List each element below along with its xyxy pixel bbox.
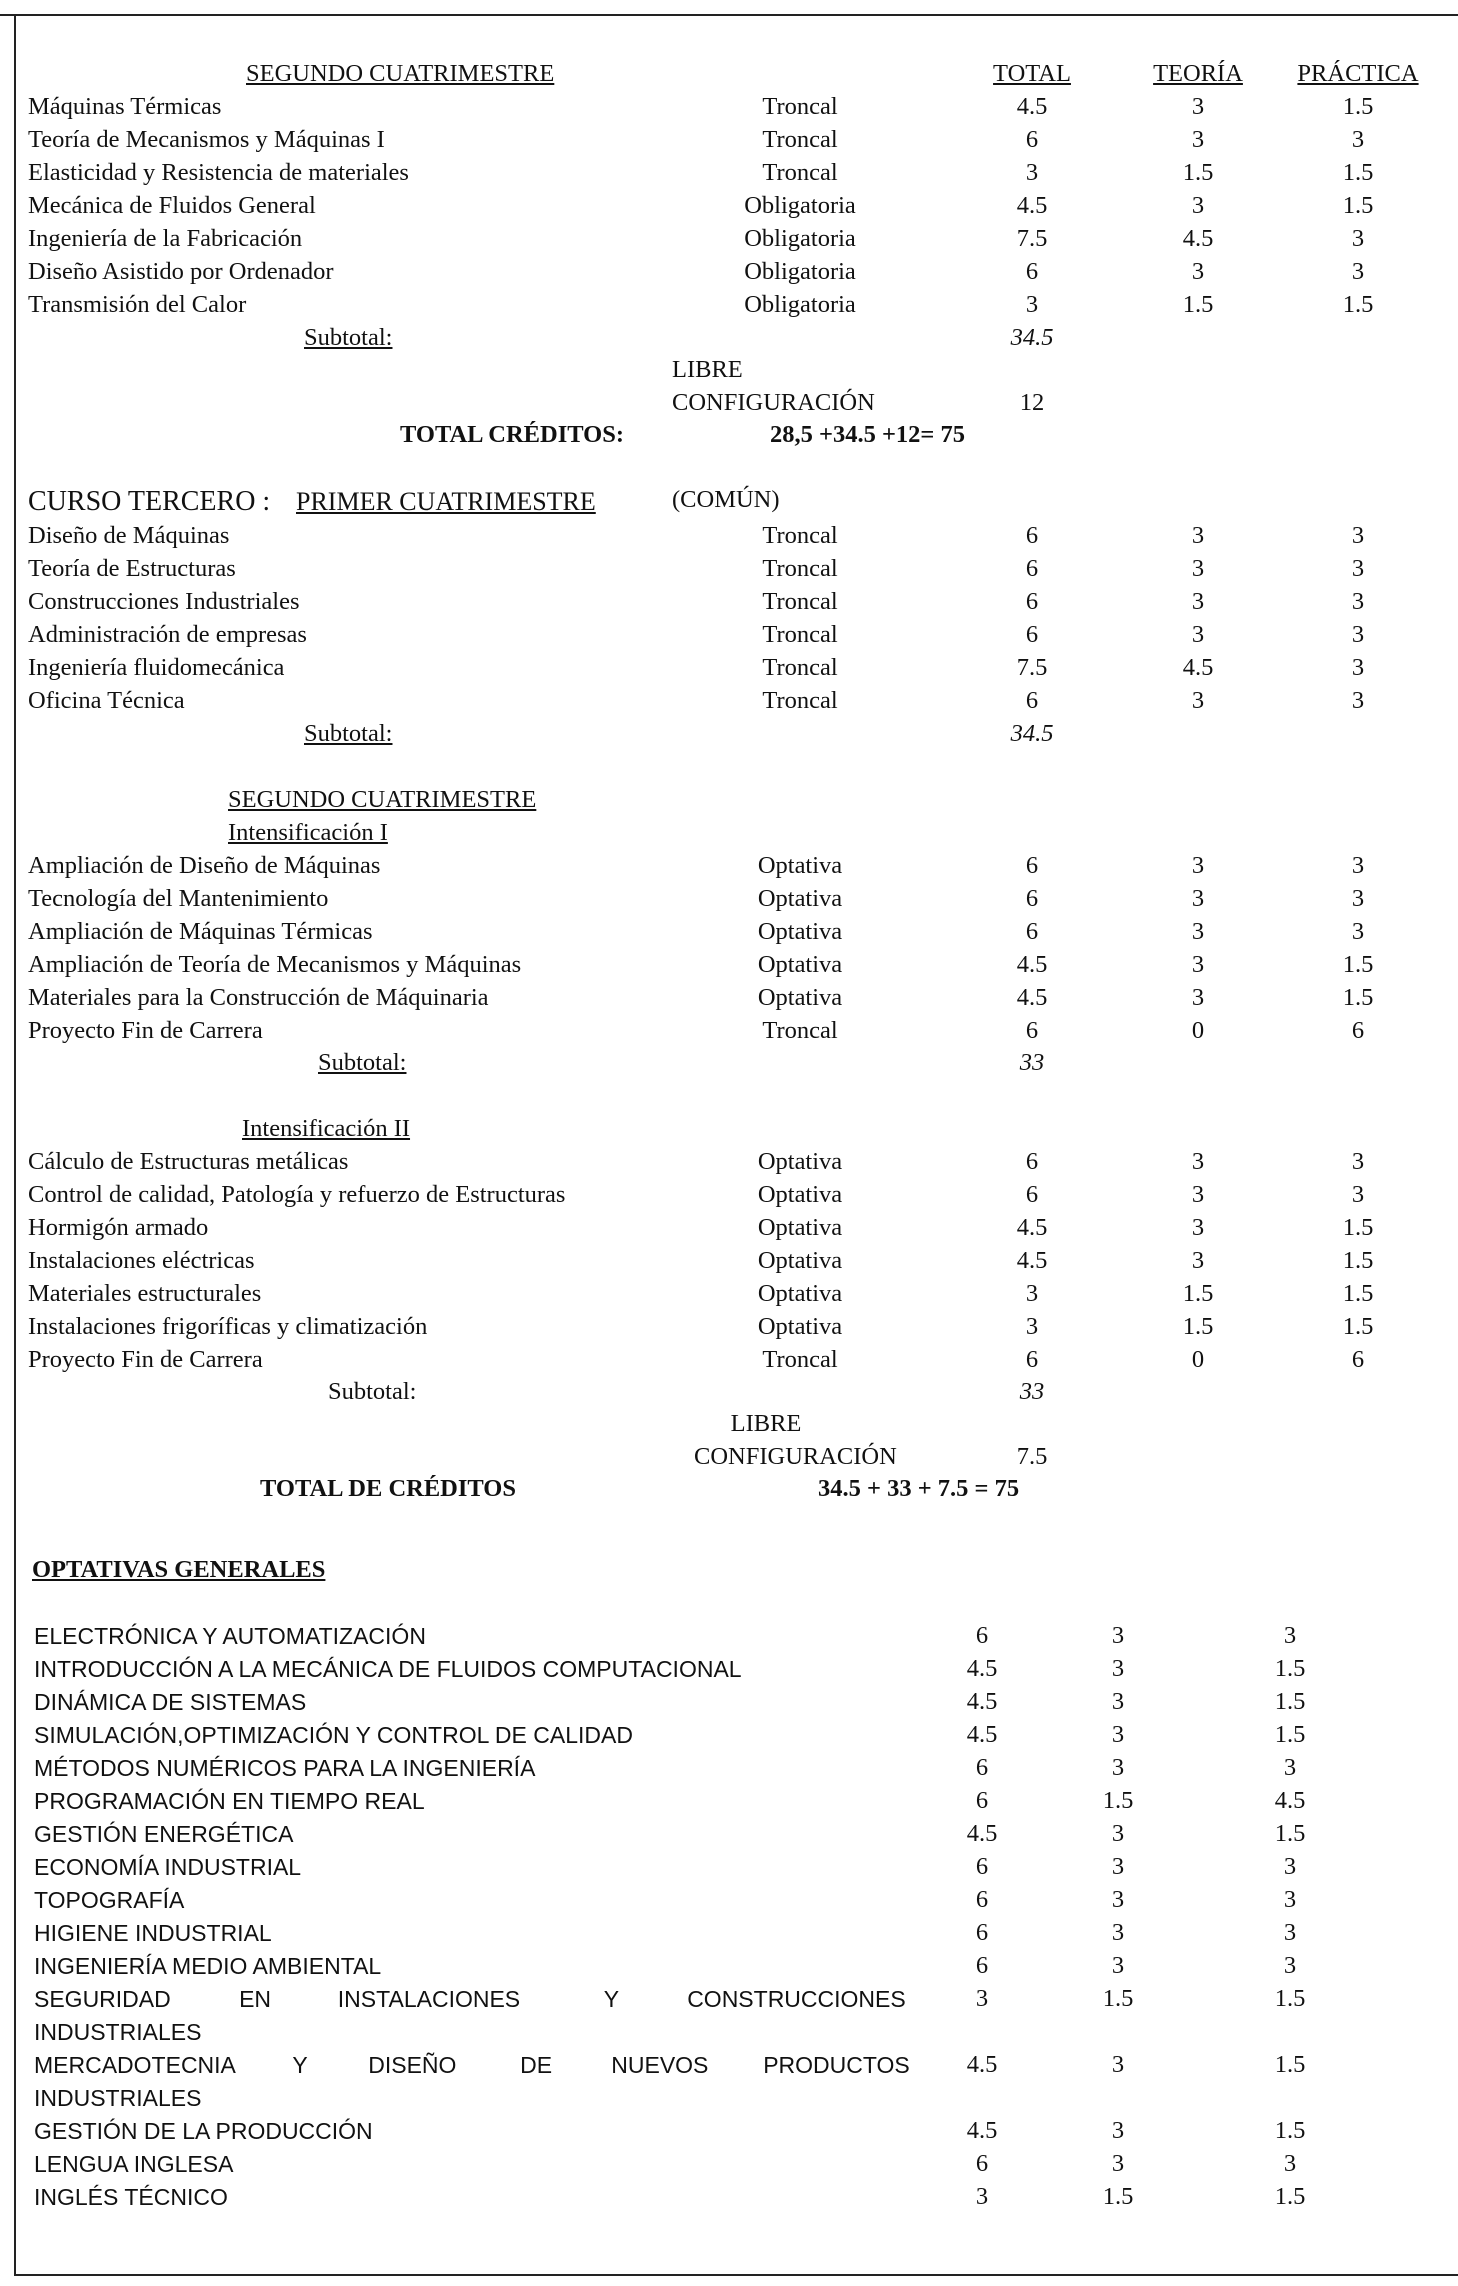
- total-credits: 6: [975, 2150, 989, 2177]
- practice-credits: 1.5: [1342, 1247, 1374, 1274]
- total-credits: 3: [1025, 291, 1039, 318]
- practice-credits: 1.5: [1342, 951, 1374, 978]
- subject-type: Troncal: [762, 522, 838, 549]
- practice-credits: 3: [1351, 555, 1365, 582]
- elective-name: HIGIENE INDUSTRIAL: [34, 1920, 272, 1946]
- practice-credits: 1.5: [1274, 1688, 1306, 1715]
- subsection-heading: Intensificación I: [228, 819, 388, 846]
- subsection-heading: Intensificación II: [242, 1115, 411, 1142]
- theory-credits: 3: [1111, 1721, 1125, 1748]
- subject-type: Optativa: [757, 1247, 843, 1274]
- total-credits: 3: [1025, 1280, 1039, 1307]
- subtotal-label: Subtotal:: [304, 720, 393, 747]
- practice-credits: 3: [1351, 654, 1365, 681]
- elective-name-word: MERCADOTECNIA: [34, 2052, 236, 2078]
- subject-name: Materiales estructurales: [28, 1280, 262, 1307]
- practice-credits: 1.5: [1342, 1214, 1374, 1241]
- subject-type: Troncal: [762, 1017, 838, 1044]
- elective-name-word: NUEVOS: [611, 2052, 709, 2078]
- practice-credits: 3: [1351, 258, 1365, 285]
- total-credits: 4.5: [1016, 984, 1048, 1011]
- subject-name: Ampliación de Teoría de Mecanismos y Máquinas: [28, 951, 522, 978]
- total-credits: 6: [1025, 687, 1039, 714]
- subject-type: Troncal: [762, 126, 838, 153]
- subject-name: Administración de empresas: [28, 621, 307, 648]
- elective-name: INGLÉS TÉCNICO: [34, 2184, 228, 2210]
- theory-credits: 0: [1191, 1017, 1205, 1044]
- practice-credits: 3: [1351, 1148, 1365, 1175]
- total-credits: 6: [975, 1919, 989, 1946]
- total-credits: 6: [975, 1853, 989, 1880]
- subject-name: Transmisión del Calor: [28, 291, 247, 318]
- theory-credits: 3: [1191, 621, 1205, 648]
- theory-credits: 3: [1111, 1952, 1125, 1979]
- total-credits: 6: [1025, 1346, 1039, 1373]
- elective-name-word: DE: [520, 2052, 553, 2078]
- elective-name-word: PRODUCTOS: [763, 2052, 910, 2078]
- subject-name: Instalaciones frigoríficas y climatización: [28, 1313, 428, 1340]
- theory-credits: 3: [1191, 951, 1205, 978]
- total-value: 34.5 + 33 + 7.5 = 75: [818, 1475, 1020, 1502]
- theory-credits: 3: [1191, 885, 1205, 912]
- elective-name-continuation: INDUSTRIALES: [34, 2019, 202, 2045]
- subject-name: Mecánica de Fluidos General: [28, 192, 316, 219]
- subject-type: Obligatoria: [744, 291, 856, 318]
- free-config-label: CONFIGURACIÓN: [694, 1443, 897, 1470]
- practice-credits: 3: [1283, 1622, 1297, 1649]
- total-credits: 6: [975, 1787, 989, 1814]
- theory-credits: 3: [1111, 2150, 1125, 2177]
- total-credits: 6: [975, 1754, 989, 1781]
- elective-name-continuation: INDUSTRIALES: [34, 2085, 202, 2111]
- total-credits: 3: [1025, 159, 1039, 186]
- practice-credits: 3: [1351, 126, 1365, 153]
- total-credits: 4.5: [1016, 951, 1048, 978]
- practice-credits: 1.5: [1274, 2117, 1306, 2144]
- subject-type: Optativa: [757, 984, 843, 1011]
- total-credits: 6: [1025, 555, 1039, 582]
- practice-credits: 1.5: [1342, 93, 1374, 120]
- total-label: TOTAL CRÉDITOS:: [400, 421, 624, 448]
- subject-type: Troncal: [762, 687, 838, 714]
- section-note: (COMÚN): [672, 486, 780, 513]
- theory-credits: 3: [1111, 2051, 1125, 2078]
- subject-name: Oficina Técnica: [28, 687, 185, 714]
- elective-name-word: DISEÑO: [368, 2052, 457, 2078]
- theory-credits: 3: [1191, 126, 1205, 153]
- practice-credits: 3: [1351, 918, 1365, 945]
- elective-name: TOPOGRAFÍA: [34, 1887, 185, 1913]
- theory-credits: 3: [1191, 555, 1205, 582]
- column-header-total: TOTAL: [993, 60, 1071, 87]
- theory-credits: 1.5: [1182, 291, 1214, 318]
- section-heading: SEGUNDO CUATRIMESTRE: [228, 786, 537, 813]
- total-credits: 4.5: [1016, 93, 1048, 120]
- free-config-value: 7.5: [1016, 1443, 1048, 1470]
- elective-name: GESTIÓN DE LA PRODUCCIÓN: [34, 2118, 373, 2144]
- subject-type: Optativa: [757, 885, 843, 912]
- practice-credits: 1.5: [1274, 2183, 1306, 2210]
- subject-name: Ampliación de Máquinas Térmicas: [28, 918, 373, 945]
- elective-name-word: SEGURIDAD: [34, 1986, 171, 2012]
- subject-type: Troncal: [762, 621, 838, 648]
- theory-credits: 3: [1191, 1148, 1205, 1175]
- elective-name-word: Y: [603, 1986, 620, 2012]
- subject-type: Troncal: [762, 1346, 838, 1373]
- section-heading: OPTATIVAS GENERALES: [32, 1556, 326, 1583]
- subject-type: Optativa: [757, 1214, 843, 1241]
- total-credits: 6: [975, 1886, 989, 1913]
- subject-name: Diseño Asistido por Ordenador: [28, 258, 334, 285]
- practice-credits: 3: [1283, 1754, 1297, 1781]
- subject-name: Ampliación de Diseño de Máquinas: [28, 852, 381, 879]
- practice-credits: 3: [1283, 1853, 1297, 1880]
- theory-credits: 3: [1111, 1622, 1125, 1649]
- subject-name: Teoría de Mecanismos y Máquinas I: [28, 126, 385, 153]
- subject-type: Troncal: [762, 159, 838, 186]
- practice-credits: 3: [1351, 1181, 1365, 1208]
- subtotal-value: 34.5: [1010, 720, 1054, 747]
- practice-credits: 3: [1351, 852, 1365, 879]
- practice-credits: 3: [1351, 522, 1365, 549]
- elective-name: DINÁMICA DE SISTEMAS: [34, 1689, 307, 1715]
- subject-type: Optativa: [757, 1313, 843, 1340]
- total-credits: 7.5: [1016, 654, 1048, 681]
- elective-name-word: INSTALACIONES: [337, 1986, 521, 2012]
- theory-credits: 1.5: [1182, 159, 1214, 186]
- section-heading-underlined: PRIMER CUATRIMESTRE: [296, 487, 596, 516]
- subject-name: Control de calidad, Patología y refuerzo de Estructuras: [28, 1181, 566, 1208]
- theory-credits: 3: [1191, 258, 1205, 285]
- subject-name: Teoría de Estructuras: [28, 555, 236, 582]
- subject-type: Obligatoria: [744, 258, 856, 285]
- subject-type: Optativa: [757, 918, 843, 945]
- subject-type: Optativa: [757, 1148, 843, 1175]
- subject-type: Optativa: [757, 1181, 843, 1208]
- theory-credits: 3: [1111, 1853, 1125, 1880]
- subject-name: Elasticidad y Resistencia de materiales: [28, 159, 409, 186]
- theory-credits: 3: [1111, 1688, 1125, 1715]
- total-credits: 6: [1025, 258, 1039, 285]
- practice-credits: 3: [1351, 885, 1365, 912]
- theory-credits: 3: [1191, 687, 1205, 714]
- subject-type: Troncal: [762, 588, 838, 615]
- total-credits: 6: [975, 1952, 989, 1979]
- theory-credits: 3: [1191, 522, 1205, 549]
- subject-name: Ingeniería de la Fabricación: [28, 225, 303, 252]
- total-credits: 4.5: [966, 2051, 998, 2078]
- theory-credits: 3: [1191, 1247, 1205, 1274]
- practice-credits: 1.5: [1274, 2051, 1306, 2078]
- elective-name-word: Y: [292, 2052, 308, 2078]
- subject-type: Optativa: [757, 852, 843, 879]
- elective-name: GESTIÓN ENERGÉTICA: [34, 1821, 294, 1847]
- subtotal-label: Subtotal:: [328, 1378, 417, 1405]
- column-header-practice: PRÁCTICA: [1297, 60, 1419, 87]
- total-credits: 3: [975, 1985, 989, 2012]
- theory-credits: 1.5: [1102, 1985, 1134, 2012]
- subject-name: Hormigón armado: [28, 1214, 209, 1241]
- practice-credits: 3: [1283, 2150, 1297, 2177]
- column-header-theory: TEORÍA: [1153, 60, 1243, 87]
- practice-credits: 3: [1283, 1952, 1297, 1979]
- subject-type: Optativa: [757, 951, 843, 978]
- total-credits: 6: [1025, 588, 1039, 615]
- practice-credits: 1.5: [1274, 1655, 1306, 1682]
- total-credits: 4.5: [966, 1820, 998, 1847]
- total-credits: 7.5: [1016, 225, 1048, 252]
- free-config-label: CONFIGURACIÓN: [672, 389, 875, 416]
- theory-credits: 4.5: [1182, 225, 1214, 252]
- theory-credits: 3: [1111, 1886, 1125, 1913]
- subject-name: Materiales para la Construcción de Máquinaria: [28, 984, 489, 1011]
- subject-name: Proyecto Fin de Carrera: [28, 1017, 263, 1044]
- practice-credits: 3: [1351, 225, 1365, 252]
- subject-type: Obligatoria: [744, 192, 856, 219]
- total-credits: 6: [1025, 1148, 1039, 1175]
- subject-type: Obligatoria: [744, 225, 856, 252]
- theory-credits: 3: [1111, 1655, 1125, 1682]
- practice-credits: 1.5: [1342, 1313, 1374, 1340]
- practice-credits: 6: [1351, 1346, 1365, 1373]
- elective-name-word: CONSTRUCCIONES: [687, 1986, 906, 2012]
- theory-credits: 4.5: [1182, 654, 1214, 681]
- subject-name: Tecnología del Mantenimiento: [28, 885, 329, 912]
- total-credits: 4.5: [966, 1688, 998, 1715]
- subject-name: Máquinas Térmicas: [28, 93, 222, 120]
- elective-name: SIMULACIÓN,OPTIMIZACIÓN Y CONTROL DE CALIDAD: [34, 1722, 633, 1748]
- practice-credits: 6: [1351, 1017, 1365, 1044]
- elective-name: MÉTODOS NUMÉRICOS PARA LA INGENIERÍA: [34, 1755, 536, 1781]
- theory-credits: 3: [1191, 93, 1205, 120]
- subject-type: Optativa: [757, 1280, 843, 1307]
- elective-name: LENGUA INGLESA: [34, 2151, 234, 2177]
- theory-credits: 3: [1111, 2117, 1125, 2144]
- theory-credits: 3: [1111, 1820, 1125, 1847]
- free-config-label: LIBRE: [730, 1410, 802, 1437]
- total-credits: 6: [1025, 852, 1039, 879]
- theory-credits: 3: [1191, 984, 1205, 1011]
- total-credits: 6: [1025, 1181, 1039, 1208]
- practice-credits: 1.5: [1274, 1721, 1306, 1748]
- subtotal-value: 34.5: [1010, 324, 1054, 351]
- elective-name-word: EN: [239, 1986, 272, 2012]
- total-credits: 6: [1025, 1017, 1039, 1044]
- total-credits: 4.5: [1016, 1214, 1048, 1241]
- subtotal-value: 33: [1019, 1049, 1045, 1076]
- total-credits: 6: [975, 1622, 989, 1649]
- free-config-value: 12: [1019, 389, 1045, 416]
- practice-credits: 1.5: [1342, 192, 1374, 219]
- theory-credits: 3: [1191, 192, 1205, 219]
- total-credits: 4.5: [966, 1721, 998, 1748]
- total-credits: 4.5: [966, 1655, 998, 1682]
- subject-name: Ingeniería fluidomecánica: [28, 654, 285, 681]
- subject-name: Cálculo de Estructuras metálicas: [28, 1148, 349, 1175]
- practice-credits: 3: [1351, 687, 1365, 714]
- practice-credits: 1.5: [1342, 159, 1374, 186]
- theory-credits: 3: [1191, 588, 1205, 615]
- total-credits: 6: [1025, 522, 1039, 549]
- subtotal-value: 33: [1019, 1378, 1045, 1405]
- theory-credits: 3: [1191, 852, 1205, 879]
- practice-credits: 3: [1283, 1886, 1297, 1913]
- free-config-label: LIBRE: [672, 356, 743, 383]
- subject-type: Troncal: [762, 654, 838, 681]
- subtotal-label: Subtotal:: [318, 1049, 407, 1076]
- practice-credits: 1.5: [1342, 291, 1374, 318]
- subtotal-label: Subtotal:: [304, 324, 393, 351]
- subject-name: Diseño de Máquinas: [28, 522, 230, 549]
- subject-type: Troncal: [762, 93, 838, 120]
- theory-credits: 1.5: [1182, 1280, 1214, 1307]
- subject-name: Instalaciones eléctricas: [28, 1247, 255, 1274]
- practice-credits: 3: [1351, 621, 1365, 648]
- total-label: TOTAL DE CRÉDITOS: [260, 1475, 516, 1502]
- section-heading: CURSO TERCERO :: [28, 486, 271, 517]
- subject-name: Construcciones Industriales: [28, 588, 300, 615]
- section-heading: SEGUNDO CUATRIMESTRE: [246, 60, 555, 87]
- theory-credits: 1.5: [1182, 1313, 1214, 1340]
- theory-credits: 3: [1111, 1919, 1125, 1946]
- total-credits: 4.5: [966, 2117, 998, 2144]
- total-value: 28,5 +34.5 +12= 75: [770, 421, 966, 448]
- theory-credits: 3: [1191, 918, 1205, 945]
- practice-credits: 1.5: [1274, 1985, 1306, 2012]
- total-credits: 3: [1025, 1313, 1039, 1340]
- subject-type: Troncal: [762, 555, 838, 582]
- subject-name: Proyecto Fin de Carrera: [28, 1346, 263, 1373]
- practice-credits: 3: [1351, 588, 1365, 615]
- practice-credits: 1.5: [1274, 1820, 1306, 1847]
- theory-credits: 3: [1191, 1181, 1205, 1208]
- theory-credits: 0: [1191, 1346, 1205, 1373]
- elective-name: PROGRAMACIÓN EN TIEMPO REAL: [34, 1788, 425, 1814]
- practice-credits: 1.5: [1342, 984, 1374, 1011]
- total-credits: 6: [1025, 126, 1039, 153]
- total-credits: 6: [1025, 621, 1039, 648]
- practice-credits: 1.5: [1342, 1280, 1374, 1307]
- theory-credits: 1.5: [1102, 2183, 1134, 2210]
- elective-name: INGENIERÍA MEDIO AMBIENTAL: [34, 1953, 382, 1979]
- total-credits: 6: [1025, 918, 1039, 945]
- theory-credits: 3: [1191, 1214, 1205, 1241]
- elective-name: ECONOMÍA INDUSTRIAL: [34, 1854, 302, 1880]
- total-credits: 4.5: [1016, 1247, 1048, 1274]
- total-credits: 6: [1025, 885, 1039, 912]
- elective-name: ELECTRÓNICA Y AUTOMATIZACIÓN: [34, 1623, 426, 1649]
- total-credits: 4.5: [1016, 192, 1048, 219]
- practice-credits: 4.5: [1274, 1787, 1306, 1814]
- elective-name: INTRODUCCIÓN A LA MECÁNICA DE FLUIDOS COMPUTACIONAL: [34, 1656, 742, 1682]
- theory-credits: 3: [1111, 1754, 1125, 1781]
- theory-credits: 1.5: [1102, 1787, 1134, 1814]
- total-credits: 3: [975, 2183, 989, 2210]
- practice-credits: 3: [1283, 1919, 1297, 1946]
